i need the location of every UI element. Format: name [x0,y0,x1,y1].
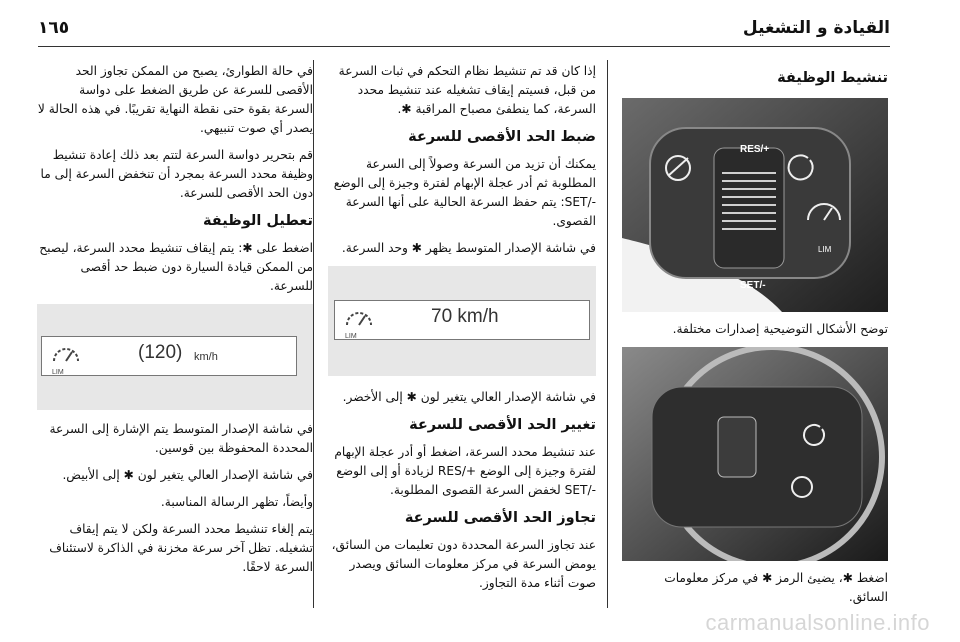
middle-para-3: في شاشة الإصدار المتوسط يظهر ✱ وحد السرعة. [341,241,596,255]
res-plus-label: RES/+ [740,144,770,155]
right-column [622,62,888,615]
steering-wheel-photo-1 [622,98,888,312]
section-heading-change-max-speed: تغيير الحد الأقصى للسرعة [409,417,596,433]
set-minus-label: SET/- [740,280,766,291]
speed-display-70 [334,300,590,340]
middle-para-2: يمكنك أن تزيد من السرعة وصولاً إلى السرعة المطلوبة ثم أدر عجلة الإبهام لفترة وجيزة إلى الوضع -/SET: يتم حفظ السرعة الحالية على أنها السرعة القصوى. [333,157,596,228]
middle-para-4: في شاشة الإصدار العالي يتغير لون ✱ إلى الأخضر. [342,390,596,404]
left-para-3: اضغط على ✱: يتم إيقاف تنشيط محدد السرعة، ليصبح من الممكن قيادة السيارة دون ضبط حد أقصى للسرعة. [39,241,313,293]
steering-wheel-illustration-2 [622,347,888,561]
column-divider-right [607,60,608,608]
left-para-4: في شاشة الإصدار المتوسط يتم الإشارة إلى السرعة المحددة المحفوظة بين قوسين. [49,422,313,455]
middle-para-1: إذا كان قد تم تنشيط نظام التحكم في ثبات السرعة من قبل، فسيتم إيقاف تشغيله عند تنشيط محدد السرعة، كما ينطفئ مصباح المراقبة ✱. [338,64,596,116]
speed-value: (120) [138,342,183,363]
speed-unit: km/h [194,351,218,363]
left-para-5: في شاشة الإصدار العالي يتغير لون ✱ إلى الأبيض. [62,468,313,482]
chapter-title: القيادة و التشغيل [742,18,890,38]
speed-display-120 [41,336,297,376]
caption-versions: توضح الأشكال التوضيحية إصدارات مختلفة. [672,322,888,336]
lim-label: LIM [818,245,832,254]
page-header [38,16,890,47]
left-para-2: قم بتحرير دواسة السرعة لتتم بعد ذلك إعادة تنشيط وظيفة محدد السرعة بمجرد أن تنخفض السرعة إلى ما دون الحد الأقصى للسرعة. [40,148,313,200]
middle-para-5: عند تنشيط محدد السرعة، اضغط أو أدر عجلة الإبهام لفترة وجيزة إلى الوضع +/RES لزيادة أو إلى الوضع -/SET لخفض السرعة القصوى المطلوبة. [334,445,596,497]
lim-label: LIM [52,369,64,376]
display-panel-70 [328,266,596,376]
display-panel-120 [37,304,313,410]
caption-press-button: اضغط ✱، يضيئ الرمز ✱ في مركز معلومات السائق. [664,571,888,604]
lim-label: LIM [345,333,357,340]
section-heading-activate: تنشيط الوظيفة [777,70,888,86]
section-heading-exceed-max-speed: تجاوز الحد الأقصى للسرعة [404,510,596,526]
left-para-1: في حالة الطوارئ، يصبح من الممكن تجاوز الحد الأقصى للسرعة عن طريق الضغط على دواسة السرعة بقوة حتى نقطة النهاية تقريبًا. في هذه الحالة لا يصدر أي صوت تنبيهي. [37,64,313,135]
page-number: ١٦٥ [38,18,70,38]
left-column [37,62,313,585]
watermark: carmanualsonline.info [705,610,930,635]
section-heading-disable: تعطيل الوظيفة [203,213,313,229]
middle-para-6: عند تجاوز السرعة المحددة دون تعليمات من السائق، يومض السرعة في مركز معلومات السائق ويصدر صوت أثناء مدة التجاوز. [331,538,596,590]
left-para-6: وأيضاً، تظهر الرسالة المناسبة. [160,495,313,509]
speed-value: 70 km/h [431,306,499,327]
middle-column [328,62,596,601]
column-divider-left [313,60,314,608]
left-para-7: يتم إلغاء تنشيط محدد السرعة ولكن لا يتم إيقاف تشغيله. تظل آخر سرعة مخزنة في الذاكرة لاستئناف السرعة لاحقًا. [49,522,313,574]
section-heading-set-max-speed: ضبط الحد الأقصى للسرعة [408,129,596,145]
steering-wheel-photo-2 [622,347,888,561]
